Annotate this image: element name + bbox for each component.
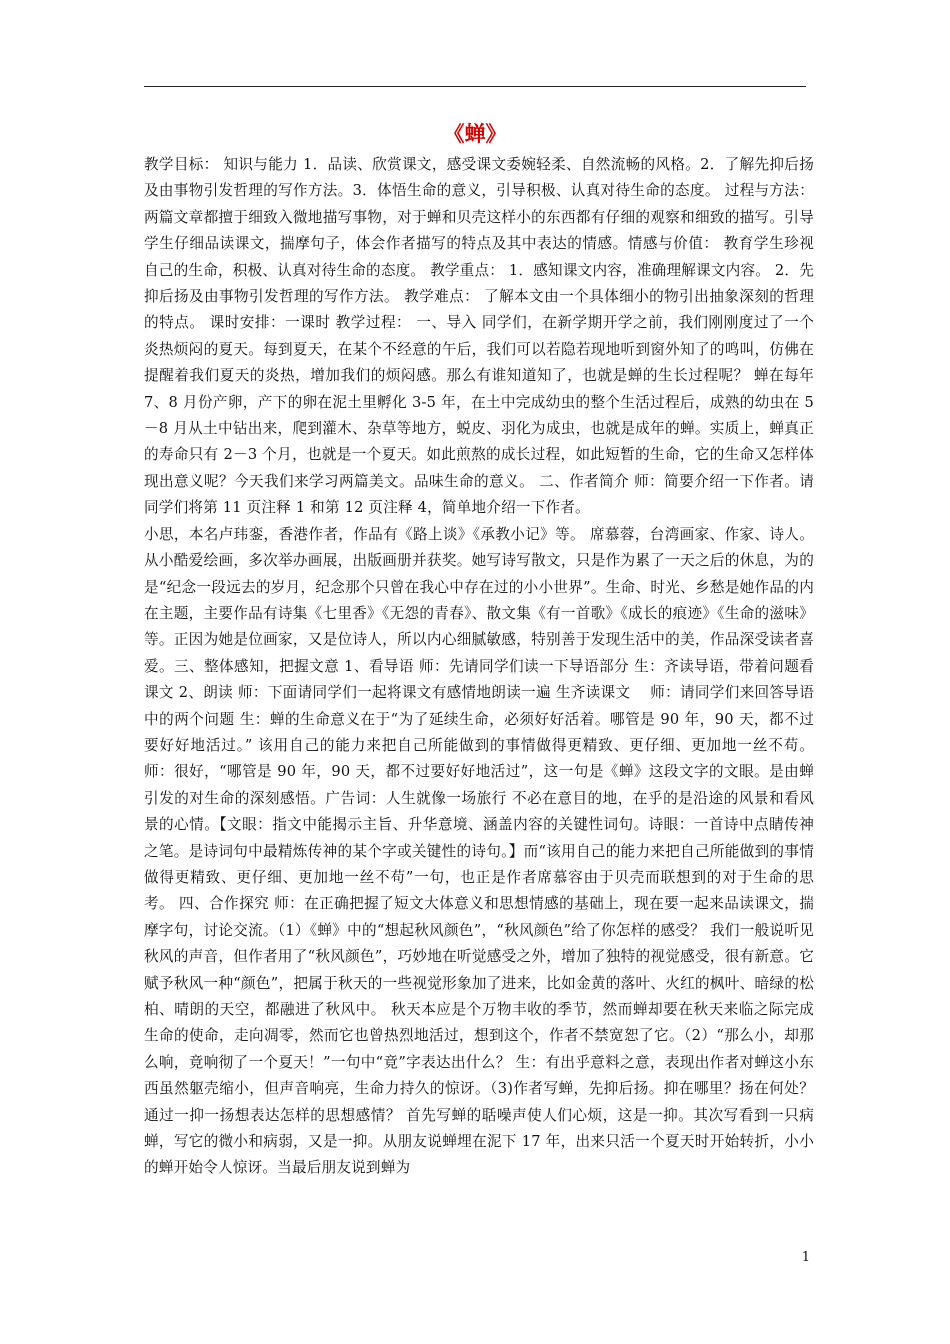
paragraph: 小思，本名卢玮銮，香港作者，作品有《路上谈》《承教小记》等。 席慕蓉，台湾画家、作家、诗人。从小酷爱绘画，多次举办画展，出版画册并获奖。她写诗写散文，只是作为累了一天之后的休息，为的是“纪念一段远去的岁月，纪念那个只曾在我心中存在过的小小世界”。生命、时光、乡愁是她作品的内在主题，主要作品有诗集《七里香》《无怨的青春》、散文集《有一首歌》《成长的痕迹》《生命的滋味》等。正因为她是位画家，又是位诗人，所以内心细腻敏感，特别善于发现生活中的美，作品深受读者喜爱。三、整体感知，把握文意 1、看导语 师：先请同学们读一下导语部分 生：齐读导语，带着问题看课文 2、朗读 师：下面请同学们一起将课文有感情地朗读一遍 生齐读课文 师：请同学们来回答导语中的两个问题 生：蝉的生命意义在于“为了延续生命，必须好好活着。哪管是 90 年，90 天，都不过要好好地活过。” 该用自己的能力来把自己所能做到的事情做得更精致、更仔细、更加地一丝不苟。 师：很好，“哪管是 90 年，90 天，都不过要好好地活过”，这一句是《蝉》这段文字的文眼。是由蝉引发的对生命的深刻感悟。广告词：人生就像一场旅行 不必在意目的地，在乎的是沿途的风景和看风景的心情。【文眼：指文中能揭示主旨、升华意境、涵盖内容的关键性词句。诗眼：一首诗中点睛传神之笔。是诗词句中最精炼传神的某个字或关键性的诗句。】而“该用自己的能力来把自己所能做到的事情做得更精致、更仔细、更加地一丝不苟”一句，也正是作者席慕容由于贝壳而联想到的对于生命的思考。 四、合作探究 师：在正确把握了短文大体意义和思想情感的基础上，现在要一起来品读课文，揣摩字句，讨论交流。（1）《蝉》中的“想起秋风颜色”，“秋风颜色”给了你怎样的感受？ 我们一般说听见秋风的声音，但作者用了“秋风颜色”，巧妙地在听觉感受之外，增加了独特的视觉感受，很有新意。它赋予秋风一种“颜色”，把属于秋天的一些视觉形象加了进来，比如金黄的落叶、火红的枫叶、暗绿的松柏、晴朗的天空，都融进了秋风中。 秋天本应是个万物丰收的季节，然而蝉却要在秋天来临之际完成生命的使命，走向凋零，然而它也曾热烈地活过，想到这个，作者不禁宽恕了它。（2）“那么小，却那么响，竟响彻了一个夏天！”一句中“竟”字表达出什么？ 生：有出乎意料之意，表现出作者对蝉这小东西虽然躯壳缩小，但声音响亮，生命力持久的惊讶。（3)作者写蝉，先抑后扬。抑在哪里？扬在何处？通过一抑一扬想表达怎样的思想感情？ 首先写蝉的聒噪声使人们心烦，这是一抑。其次写看到一只病蝉，写它的微小和病弱，又是一抑。从朋友说蝉埋在泥下 17 年，出来只活一个夏天时开始转折，小小的蝉开始令人惊讶。当最后朋友说到蝉为 [144, 525, 814, 1177]
paragraph: 教学目标： 知识与能力 1．品读、欣赏课文，感受课文委婉轻柔、自然流畅的风格。2．了解先抑后扬及由事物引发哲理的写作方法。3．体悟生命的意义，引导积极、认真对待生命的态度。 过程与方法： 两篇文章都擅于细致入微地描写事物，对于蝉和贝壳这样小的东西都有仔细的观察和细致的描写。引导学生仔细品读课文，揣摩句子，体会作者描写的特点及其中表达的情感。情感与价值： 教育学生珍视自己的生命，积极、认真对待生命的态度。 教学重点： 1．感知课文内容，准确理解课文内容。 2．先抑后扬及由事物引发哲理的写作方法。 教学难点： 了解本文由一个具体细小的物引出抽象深刻的哲理的特点。 课时安排：一课时 教学过程： 一、导入 同学们，在新学期开学之前，我们刚刚度过了一个炎热烦闷的夏天。每到夏天，在某个不经意的午后，我们可以若隐若现地听到窗外知了的鸣叫，仿佛在提醒着我们夏天的炎热，增加我们的烦闷感。那么有谁知道知了，也就是蝉的生长过程呢？ 蝉在每年 7、8 月份产卵，产下的卵在泥土里孵化 3-5 年，在土中完成幼虫的整个生活过程后，成熟的幼虫在 5－8 月从土中钻出来，爬到灌木、杂草等地方，蜕皮、羽化为成虫，也就是成年的蝉。实质上，蝉真正的寿命只有 2－3 个月，也就是一个夏天。如此煎熬的成长过程，如此短暂的生命，它的生命又怎样体现出意义呢？今天我们来学习两篇美文。品味生命的意义。 二、作者简介 师：简要介绍一下作者。请同学们将第 11 页注释 1 和第 12 页注释 4，简单地介绍一下作者。 [144, 156, 814, 517]
page-number: 1 [801, 1250, 810, 1265]
header-rule [144, 86, 806, 87]
document-body [144, 152, 814, 1182]
document-title: 《蝉》 [443, 121, 507, 146]
